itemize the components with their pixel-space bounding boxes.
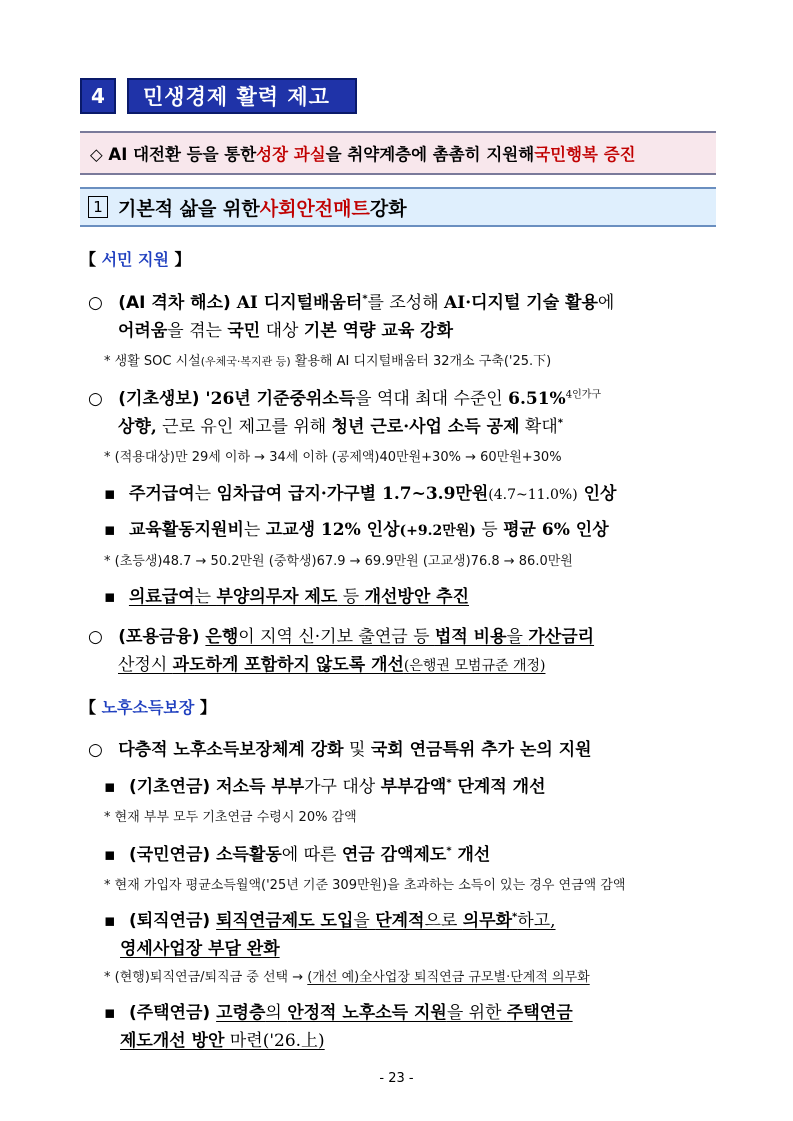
item-2-tag: (기초생보)	[118, 389, 206, 409]
sub-7-e: 을 위한	[446, 1003, 507, 1023]
sub-4-e: 단계적 개선	[451, 777, 546, 797]
item-3-l2a: 산정시	[118, 655, 173, 675]
square-bullet-icon: ▪	[104, 845, 116, 865]
sub-3-d: 등	[337, 587, 365, 607]
sub-4-d: 부부감액	[380, 777, 447, 797]
item-1-tag: (AI 격차 해소)	[118, 293, 237, 313]
bracket-close: 】	[194, 698, 216, 717]
sub-4-c: 가구 대상	[304, 777, 381, 797]
item-1-text: 를 조성해	[367, 293, 445, 313]
note-small: (우체국·복지관 등)	[200, 355, 291, 368]
section-title-highlight: 사회안전매트	[259, 197, 370, 220]
sub-3	[104, 582, 469, 607]
sub-6-f: 의무화	[462, 911, 513, 931]
item-4-b: 및	[343, 740, 371, 760]
footnote-marker: *	[446, 777, 452, 789]
sub-5-note: * 현재 가입자 평균소득월액('25년 기준 309만원)을 초과하는 소득이 있는 경우 연금액 감액	[104, 878, 626, 893]
circle-bullet-icon: ○	[88, 740, 103, 760]
item-2-keyword: '26년 기준중위소득	[205, 389, 356, 409]
sub-1-e: 인상	[577, 484, 617, 504]
sub-2-a: 교육활동지원비	[128, 520, 244, 540]
item-1-l2e: 기본 역량 교육 강화	[303, 321, 454, 341]
sub-6-note-b: (개선 예)全사업장 퇴직연금 규모별·단계적 의무화	[307, 970, 590, 985]
sub-1-d: (4.7~11.0%)	[488, 487, 578, 503]
item-3-l1c: 이 지역 신·기보 출연금 등	[238, 627, 435, 647]
item-1-line-1	[88, 288, 614, 313]
sub-6-c: 을	[353, 911, 376, 931]
sub-4-note: * 현재 부부 모두 기초연금 수령시 20% 감액	[104, 810, 357, 825]
sub-7-line-2	[120, 1026, 325, 1051]
sub-4-b: 저소득 부부	[216, 777, 305, 797]
sub-7-l2b: 마련('26.上)	[224, 1031, 325, 1051]
item-2-l2d: 확대	[519, 417, 558, 437]
square-bullet-icon: ▪	[104, 911, 116, 931]
item-2-rate: 6.51%	[508, 389, 566, 409]
square-bullet-icon: ▪	[104, 484, 116, 504]
sub-6-d: 단계적	[375, 911, 425, 931]
category-heading-2	[80, 695, 216, 718]
sub-7-line-1	[104, 998, 573, 1023]
item-3-l2c: (은행권 모범규준 개정)	[403, 658, 546, 674]
chapter-number-badge: 4	[80, 78, 116, 114]
square-bullet-icon: ▪	[104, 1003, 116, 1023]
sub-2-b: 는	[243, 520, 266, 540]
page-number: - 23 -	[379, 1071, 414, 1086]
sub-7-a: (주택연금)	[128, 1003, 217, 1023]
sub-6-note	[104, 966, 590, 985]
item-3-l2b: 과도하게 포함하지 않도록 개선	[172, 655, 404, 675]
sub-1-a: 주거급여	[128, 484, 195, 504]
summary-highlight-1: 성장 과실	[256, 145, 326, 164]
footnote-marker: *	[557, 417, 563, 429]
item-2-text: 을 역대 최대 수준인	[355, 389, 509, 409]
sub-6-e: 으로	[424, 911, 463, 931]
item-1-l2b: 을 겪는	[167, 321, 228, 341]
sub-2-c: 고교생 12% 인상	[265, 520, 400, 540]
sub-6-b: 퇴직연금제도 도입	[216, 911, 354, 931]
sub-6-line-2	[120, 934, 280, 959]
category-label: 서민 지원	[101, 250, 169, 269]
sub-3-b: 는	[194, 587, 217, 607]
note-text: * 생활 SOC 시설	[104, 354, 201, 369]
item-1-l2d: 대상	[260, 321, 304, 341]
sub-2-d: (+9.2만원)	[399, 523, 476, 539]
item-1-l2c: 국민	[227, 321, 261, 341]
sub-6-l2: 영세사업장 부담 완화	[120, 939, 280, 959]
item-4-c: 국회 연금특위 추가 논의 지원	[370, 740, 592, 760]
bracket-open: 【	[80, 698, 102, 717]
sub-5-e: 개선	[451, 845, 491, 865]
sub-7-l2a: 제도개선 방안	[120, 1031, 225, 1051]
sub-2-f: 평균 6% 인상	[503, 520, 609, 540]
item-1-note	[104, 350, 551, 369]
section-title-post: 강화	[369, 197, 407, 220]
summary-mid: 을 취약계층에 촘촘히 지원해	[325, 145, 535, 164]
sub-6-note-a: * (현행)퇴직연금/퇴직금 중 선택 →	[104, 970, 308, 985]
item-1-text-2: 에	[597, 293, 615, 313]
sub-6-line-1	[104, 906, 556, 931]
sub-6-a: (퇴직연금)	[128, 911, 217, 931]
square-bullet-icon: ▪	[104, 587, 116, 607]
sub-6-g: 하고,	[517, 911, 556, 931]
item-2-l2a: 상향,	[118, 417, 157, 437]
footnote-marker: *	[446, 845, 452, 857]
bracket-close: 】	[168, 250, 191, 269]
sub-7-b: 고령층	[216, 1003, 266, 1023]
category-label: 노후소득보장	[101, 698, 195, 717]
item-1-l2a: 어려움	[118, 321, 168, 341]
summary-highlight-2: 국민행복 증진	[534, 145, 636, 164]
square-bullet-icon: ▪	[104, 520, 116, 540]
item-3-line-2	[118, 650, 545, 675]
sub-2-note: * (초등생)48.7 → 50.2만원 (중학생)67.9 → 69.9만원 (고교생)76.8 → 86.0만원	[104, 554, 573, 569]
item-2-line-1	[88, 384, 601, 409]
item-3-line-1	[88, 622, 594, 647]
sub-3-a: 의료급여	[128, 587, 195, 607]
bracket-open: 【	[80, 250, 102, 269]
sub-5-c: 에 따른	[281, 845, 342, 865]
item-2-l2b: 근로 유인 제고를 위해	[156, 417, 332, 437]
item-2-line-2	[118, 412, 563, 437]
circle-bullet-icon: ○	[88, 627, 103, 647]
chapter-title: 민생경제 활력 제고	[127, 78, 357, 114]
sub-5	[104, 840, 490, 865]
footnote-marker: *	[362, 293, 368, 305]
section-title-pre: 기본적 삶을 위한	[118, 197, 260, 220]
sub-7-c: 의	[265, 1003, 288, 1023]
sub-5-d: 연금 감액제도	[341, 845, 447, 865]
item-4	[88, 735, 592, 760]
circle-bullet-icon: ○	[88, 389, 103, 409]
summary-banner	[80, 131, 716, 175]
circle-bullet-icon: ○	[88, 293, 103, 313]
sub-5-b: 소득활동	[216, 845, 282, 865]
item-3-tag: (포용금융)	[118, 627, 206, 647]
sub-7-f: 주택연금	[506, 1003, 573, 1023]
section-header	[80, 187, 716, 227]
category-heading-1	[80, 247, 191, 270]
item-4-a: 다층적 노후소득보장체계 강화	[118, 740, 344, 760]
sub-3-e: 개선방안 추진	[364, 587, 470, 607]
section-number: 1	[88, 196, 108, 218]
sub-5-a: (국민연금)	[128, 845, 217, 865]
item-1-line-2	[118, 316, 453, 341]
item-1-keyword: AI 디지털배움터	[236, 293, 363, 313]
sub-3-c: 부양의무자 제도	[216, 587, 338, 607]
item-2-note: * (적용대상)만 29세 이하 → 34세 이하 (공제액)40만원+30% → 60만원+30%	[104, 450, 562, 465]
item-3-l1b: 은행	[205, 627, 239, 647]
note-rest: 활용해 AI 디지털배움터 32개소 구축('25.下)	[290, 354, 552, 369]
sub-2	[104, 515, 609, 540]
item-3-l1d: 법적 비용	[434, 627, 507, 647]
sub-1	[104, 479, 616, 504]
footnote-marker: *	[512, 911, 518, 923]
sub-2-e: 등	[475, 520, 504, 540]
item-3-l1e: 을	[506, 627, 529, 647]
item-3-l1f: 가산금리	[528, 627, 595, 647]
sub-7-d: 안정적 노후소득 지원	[287, 1003, 447, 1023]
item-2-l2c: 청년 근로·사업 소득 공제	[331, 417, 520, 437]
sub-4-a: (기초연금)	[128, 777, 217, 797]
item-2-sup: 4인가구	[565, 389, 602, 401]
sub-4	[104, 772, 546, 797]
sub-1-c: 임차급여 급지·가구별 1.7~3.9만원	[216, 484, 489, 504]
summary-prefix: ◇ AI 대전환 등을 통한	[90, 145, 257, 164]
sub-1-b: 는	[194, 484, 217, 504]
square-bullet-icon: ▪	[104, 777, 116, 797]
item-1-keyword-2: AI·디지털 기술 활용	[444, 293, 598, 313]
